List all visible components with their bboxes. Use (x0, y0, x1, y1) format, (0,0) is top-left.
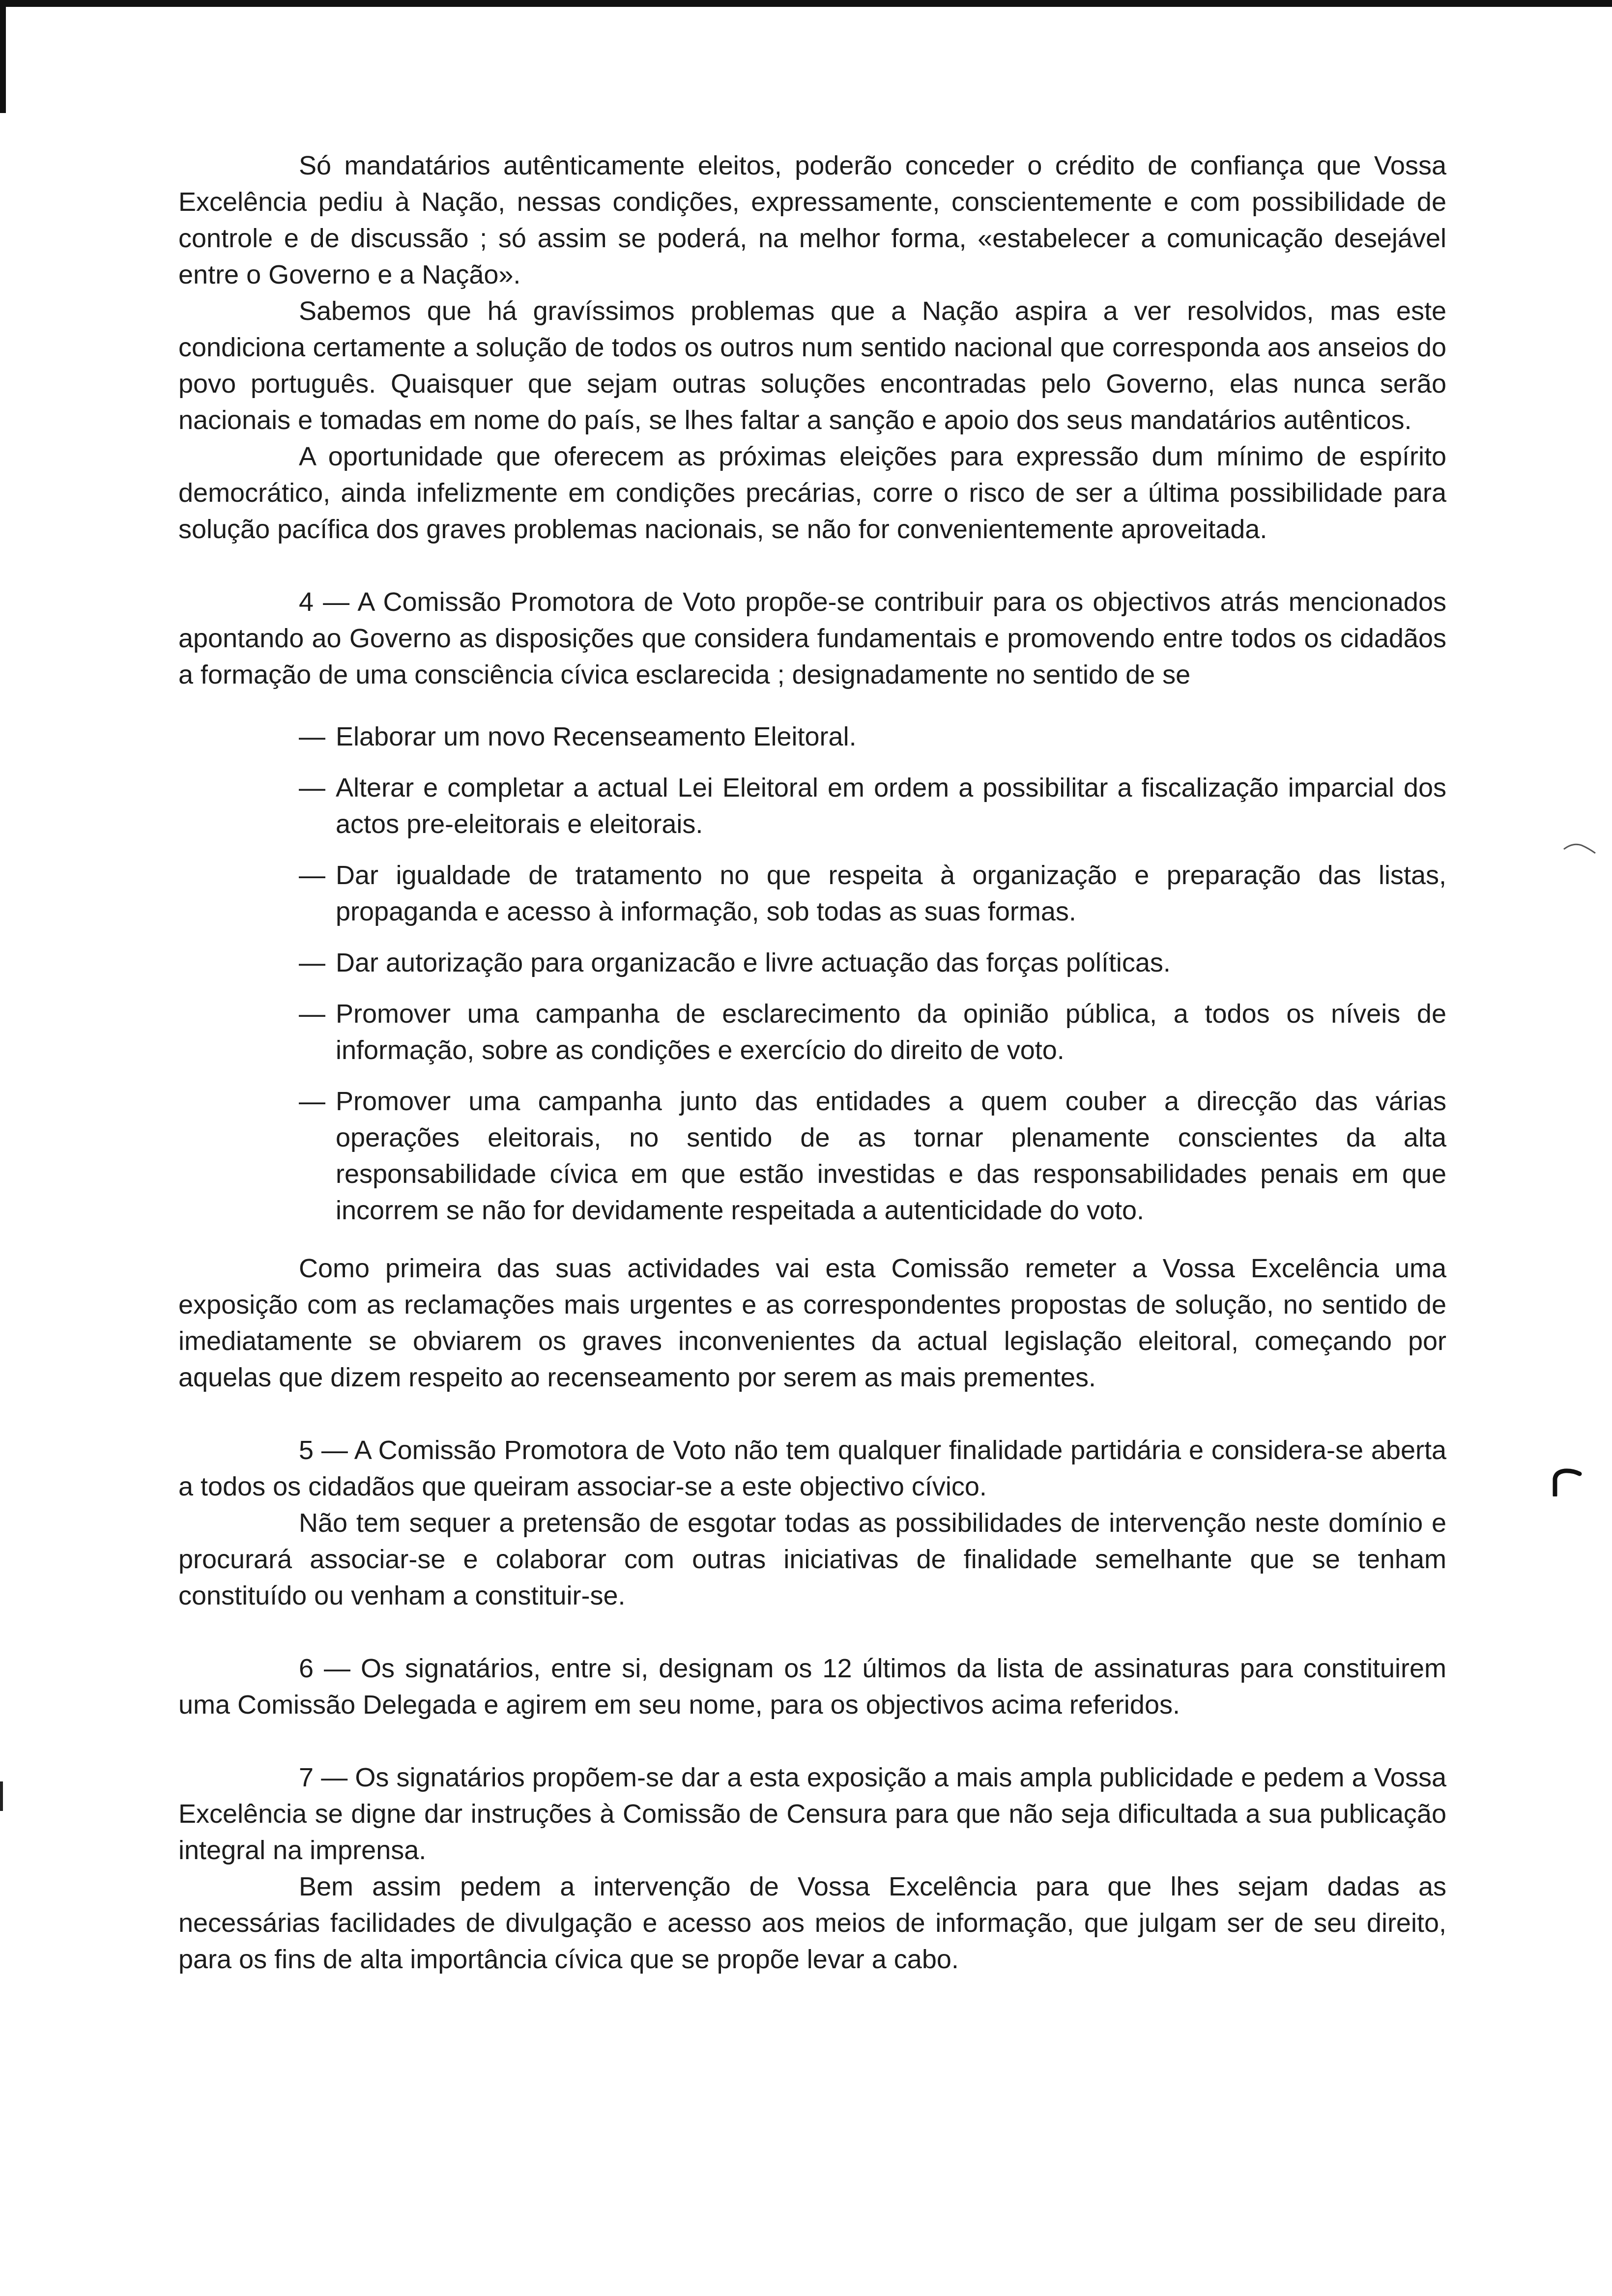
section-5-paragraph: 5 — A Comissão Promotora de Voto não tem qualquer finalidade partidária e considera-se aberta a todos os cidadãos que queiram associar-se a este objectivo cívico. (178, 1435, 1446, 1501)
section-5-paragraph: Não tem sequer a pretensão de esgotar todas as possibilidades de intervenção neste domínio e procurará associar-se e colaborar com outras iniciativas de finalidade semelhante que se tenham constituído ou venham a constituir-se. (178, 1508, 1446, 1610)
list-item (299, 945, 1446, 981)
section-6-paragraph: 6 — Os signatários, entre si, designam os 12 últimos da lista de assinaturas para constituirem uma Comissão Delegada e agirem em seu nome, para os objectivos acima referidos. (178, 1654, 1446, 1720)
dash-marker: — (299, 1087, 325, 1116)
list-item-text: Alterar e completar a actual Lei Eleitoral em ordem a possibilitar a fiscalização imparcial dos actos pre-eleitorais e eleitorais. (336, 773, 1446, 839)
list-item-text: Elaborar um novo Recenseamento Eleitoral. (336, 722, 857, 751)
list-item (299, 857, 1446, 930)
list-item-text: Promover uma campanha de esclarecimento da opinião pública, a todos os níveis de informação, sobre as condições e exercício do direito de voto. (336, 999, 1446, 1065)
section-4-closing: Como primeira das suas actividades vai esta Comissão remeter a Vossa Excelência uma exposição com as reclamações mais urgentes e as correspondentes propostas de solução, no sentido de imediatamente se obviarem os graves inconvenientes da actual legislação eleitoral, começando por aquelas que dizem respeito ao recenseamento por serem as mais prementes. (178, 1254, 1446, 1392)
scan-bracket-mark (1548, 1467, 1583, 1496)
list-item (299, 1083, 1446, 1229)
list-item-text: Dar autorização para organizacão e livre actuação das forças políticas. (336, 948, 1171, 977)
scan-mark-left (0, 1781, 3, 1811)
paragraph: Sabemos que há gravíssimos problemas que a Nação aspira a ver resolvidos, mas este condiciona certamente a solução de todos os outros num sentido nacional que corresponda aos anseios do povo português. Quaisquer que sejam outras soluções encontradas pelo Governo, elas nunca serão nacionais e tomadas em nome do país, se lhes faltar a sanção e apoio dos seus mandatários autênticos. (178, 296, 1446, 435)
dash-marker: — (299, 722, 325, 751)
list-item-text: Promover uma campanha junto das entidades a quem couber a direcção das várias operações eleitorais, no sentido de as tornar plenamente conscientes da alta responsabilidade cívica em que estão investidas e das responsabilidades penais em que incorrem se não for devidamente respeitada a autenticidade do voto. (336, 1087, 1446, 1225)
dash-marker: — (299, 861, 325, 890)
scan-border-left (0, 0, 6, 113)
section-7-paragraph: Bem assim pedem a intervenção de Vossa Excelência para que lhes sejam dadas as necessárias facilidades de divulgação e acesso aos meios de informação, que julgam ser de seu direito, para os fins de alta importância cívica que se propõe levar a cabo. (178, 1872, 1446, 1974)
scan-border-top (0, 0, 1612, 7)
list-item (299, 770, 1446, 842)
list-item (299, 996, 1446, 1068)
scan-smudge-mark (1563, 840, 1597, 855)
spacer (178, 1396, 1446, 1432)
paragraph: A oportunidade que oferecem as próximas eleições para expressão dum mínimo de espírito democrático, ainda infelizmente em condições precárias, corre o risco de ser a última possibilidade para solução pacífica dos graves problemas nacionais, se não for convenientemente aproveitada. (178, 442, 1446, 544)
document-page (178, 147, 1446, 1978)
paragraph: Só mandatários autênticamente eleitos, poderão conceder o crédito de confiança que Vossa Excelência pediu à Nação, nessas condições, expressamente, conscientemente e com possibilidade de controle e de discussão ; só assim se poderá, na melhor forma, «estabelecer a comunicação desejável entre o Governo e a Nação». (178, 151, 1446, 289)
spacer (178, 1723, 1446, 1759)
spacer (178, 1614, 1446, 1650)
dash-marker: — (299, 999, 325, 1029)
dash-marker: — (299, 948, 325, 977)
spacer (178, 547, 1446, 584)
section-4-intro: 4 — A Comissão Promotora de Voto propõe-se contribuir para os objectivos atrás mencionados apontando ao Governo as disposições que considera fundamentais e promovendo entre todos os cidadãos a formação de uma consciência cívica esclarecida ; designadamente no sentido de se (178, 587, 1446, 689)
list-item-text: Dar igualdade de tratamento no que respeita à organização e preparação das listas, propaganda e acesso à informação, sob todas as suas formas. (336, 861, 1446, 926)
spacer (178, 1243, 1446, 1250)
dash-marker: — (299, 773, 325, 803)
section-4-list (178, 718, 1446, 1229)
section-7-paragraph: 7 — Os signatários propõem-se dar a esta exposição a mais ampla publicidade e pedem a Vossa Excelência se digne dar instruções à Comissão de Censura para que não seja dificultada a sua publicação integral na imprensa. (178, 1763, 1446, 1865)
list-item (299, 718, 1446, 755)
